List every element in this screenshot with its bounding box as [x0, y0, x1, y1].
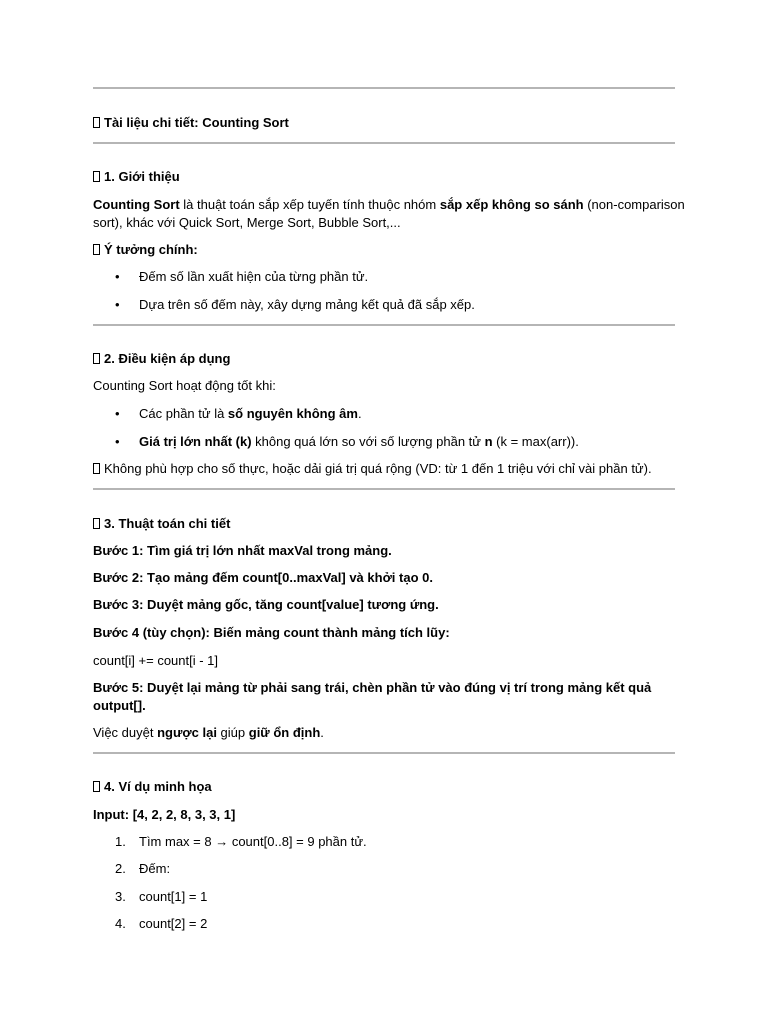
missing-glyph-icon [93, 463, 100, 474]
divider [93, 488, 675, 490]
conditions-note: Không phù hợp cho số thực, hoặc dải giá trị quá rộng (VD: từ 1 đến 1 triệu với chỉ vài phần tử). [93, 460, 675, 478]
missing-glyph-icon [93, 518, 100, 529]
idea-heading: Ý tưởng chính: [93, 241, 675, 259]
missing-glyph-icon [93, 171, 100, 182]
algorithm-formula: count[i] += count[i - 1] [93, 653, 219, 668]
divider [93, 87, 675, 89]
missing-glyph-icon [93, 781, 100, 792]
algorithm-step-4: Bước 4 (tùy chọn): Biến mảng count thành mảng tích lũy: [93, 625, 450, 640]
doc-title: Tài liệu chi tiết: Counting Sort [93, 114, 675, 132]
algorithm-step-5-line2: output[]. [93, 698, 146, 713]
divider [93, 752, 675, 754]
missing-glyph-icon [93, 117, 100, 128]
section-heading-conditions: 2. Điều kiện áp dụng [93, 350, 675, 368]
bullet-icon: • [115, 434, 120, 449]
bullet-icon: • [115, 297, 120, 312]
missing-glyph-icon [93, 244, 100, 255]
conditions-lead: Counting Sort hoạt động tốt khi: [93, 378, 276, 393]
section-heading-example: 4. Ví dụ minh họa [93, 778, 675, 796]
section-heading-intro: 1. Giới thiệu [93, 168, 675, 186]
algorithm-reverse-note: Việc duyệt ngược lại giúp giữ ổn định. [93, 725, 324, 740]
algorithm-step-1: Bước 1: Tìm giá trị lớn nhất maxVal trong mảng. [93, 543, 392, 558]
missing-glyph-icon [93, 353, 100, 364]
section-heading-algorithm: 3. Thuật toán chi tiết [93, 515, 675, 533]
example-input: Input: [4, 2, 2, 8, 3, 3, 1] [93, 807, 236, 822]
algorithm-step-5-line1: Bước 5: Duyệt lại mảng từ phải sang trái, chèn phần tử vào đúng vị trí trong mảng kết quả [93, 680, 652, 695]
bullet-icon: • [115, 269, 120, 284]
divider [93, 142, 675, 144]
divider [93, 324, 675, 326]
intro-paragraph-line2: sort), khác với Quick Sort, Merge Sort, Bubble Sort,... [93, 215, 401, 230]
intro-paragraph-line1: Counting Sort là thuật toán sắp xếp tuyến tính thuộc nhóm sắp xếp không so sánh (non-comparison [93, 197, 685, 212]
algorithm-step-2: Bước 2: Tạo mảng đếm count[0..maxVal] và khởi tạo 0. [93, 570, 433, 585]
bullet-icon: • [115, 406, 120, 421]
document-page: Tài liệu chi tiết: Counting Sort 1. Giới thiệu Counting Sort là thuật toán sắp xếp tuyến tính thuộc nhóm sắp xếp không so sánh (non-comparison sort), khác với Quick Sort, Merge Sort, Bubble Sort,... Ý tưởng chính: • Đếm số lần xuất hiện của từng phần tử. • Dựa trên số đếm này, xây dựng mảng kết quả đã sắp xếp. 2. Điều kiện áp dụng Counting Sort hoạt động tốt khi: • Các phần tử là số nguyên không âm. • Giá trị lớn nhất (k) không quá lớn so với số lượng phần tử n (k = max(arr)). Không phù hợp cho số thực, hoặc dải giá trị quá rộng (VD: từ 1 đến 1 triệu với chỉ vài phần tử). 3. Thuật toán chi tiết Bước 1: Tìm giá trị lớn nhất maxVal trong mảng. Bước 2: Tạo mảng đếm count[0..maxVal] và khởi tạo 0. Bước 3: Duyệt mảng gốc, tăng count[value] tương ứng. Bước 4 (tùy chọn): Biến mảng count thành mảng tích lũy: count[i] += count[i - 1] Bước 5: Duyệt lại mảng từ phải sang trái, chèn phần tử vào đúng vị trí trong mảng kết quả output[]. Việc duyệt ngược lại giúp giữ ổn định. 4. Ví dụ minh họa Input: [4, 2, 2, 8, 3, 3, 1] 1. Tìm max = 8 → count[0..8] = 9 phần tử. 2. Đếm: 3. count[1] = 1 4. count[2] = 2 [0, 0, 768, 1024]
algorithm-step-3: Bước 3: Duyệt mảng gốc, tăng count[value] tương ứng. [93, 597, 439, 612]
